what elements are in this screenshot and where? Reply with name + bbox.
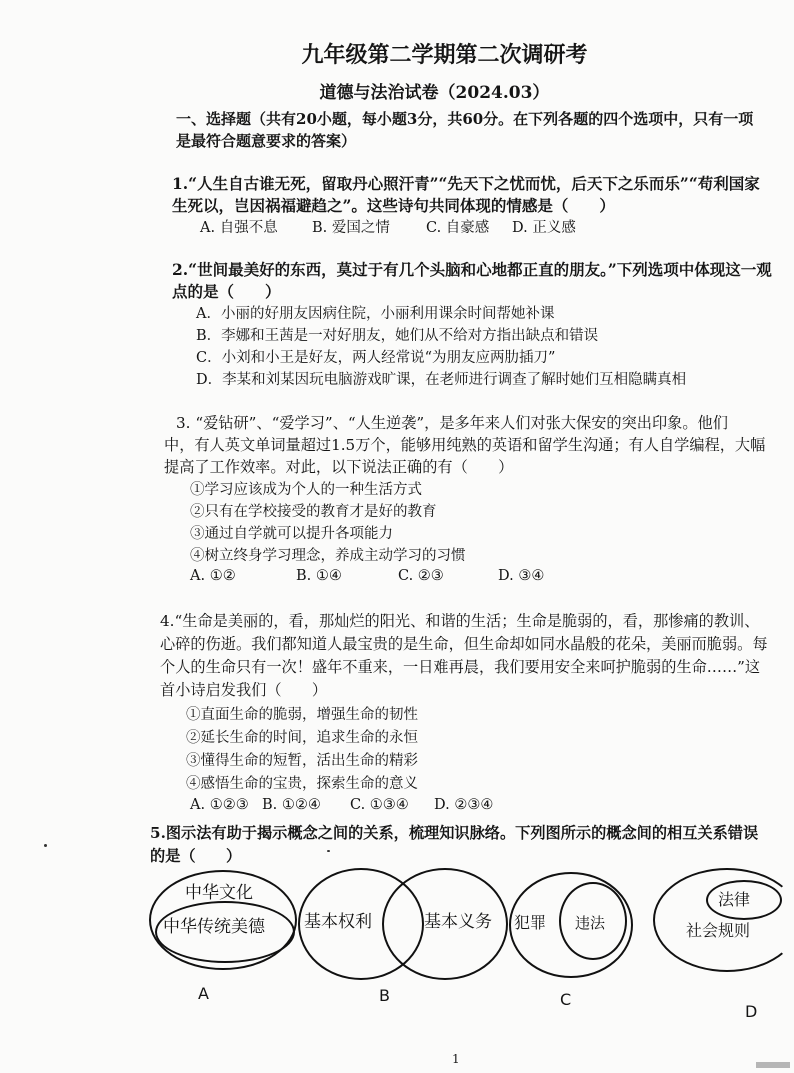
diagram-a-letter: A (198, 984, 209, 1003)
question-3-item-4: ④树立终身学习理念，养成主动学习的习惯 (190, 548, 466, 564)
question-4-option-a: A. ①②③ (190, 797, 249, 813)
diagram-b-right-label: 基本义务 (424, 912, 492, 932)
question-3-stem-cont2: 提高了工作效率。对此，以下说法正确的有（ ） (164, 458, 514, 476)
question-3-option-d: D. ③④ (498, 568, 545, 584)
exam-title: 九年级第二学期第二次调研考 (301, 42, 588, 68)
diagram-b-letter: B (379, 986, 390, 1005)
question-4-stem-cont2: 个人的生命只有一次！盛年不重来，一日难再晨，我们要用安全来呵护脆弱的生命……”这 (160, 658, 761, 676)
question-2-option-a: A．小丽的好朋友因病住院，小丽利用课余时间帮她补课 (196, 306, 555, 322)
question-2-option-d: D．李某和刘某因玩电脑游戏旷课，在老师进行调查了解时她们互相隐瞒真相 (196, 372, 687, 388)
diagram-c-outer-label: 犯罪 (514, 913, 547, 932)
question-5-stem: 5.图示法有助于揭示概念之间的关系，梳理知识脉络。下列图所示的概念间的相互关系错误 (150, 824, 759, 842)
diagram-c-inner-label: 违法 (575, 914, 606, 932)
question-3-option-c: C. ②③ (398, 568, 444, 584)
question-1-stem: 1.“人生自古谁无死，留取丹心照汗青”“先天下之忧而忧，后天下之乐而乐”“苟利国家 (172, 174, 760, 193)
diagram-a-inner-label: 中华传统美德 (163, 917, 265, 937)
question-4-item-3: ③懂得生命的短暂，活出生命的精彩 (186, 753, 418, 769)
question-3-option-b: B. ①④ (296, 568, 342, 584)
question-4-option-b: B. ①②④ (262, 797, 321, 813)
section-heading: 一、选择题（共有20小题，每小题3分，共60分。在下列各题的四个选项中，只有一项 (176, 110, 754, 128)
diagram-a-outer-label: 中华文化 (185, 883, 253, 903)
scan-speck (44, 844, 47, 847)
question-1-stem-cont: 生死以，岂因祸福避趋之”。这些诗句共同体现的情感是（ ） (172, 196, 615, 215)
question-2-stem-cont: 点的是（ ） (172, 282, 281, 301)
question-1-option-b: B. 爱国之情 (312, 220, 390, 236)
question-4-item-1: ①直面生命的脆弱，增强生命的韧性 (186, 707, 418, 723)
question-3-stem-cont: 中，有人英文单词量超过1.5万个，能够用纯熟的英语和留学生沟通；有人自学编程，大幅 (164, 436, 766, 454)
question-4-stem: 4.“生命是美丽的，看，那灿烂的阳光、和谐的生活；生命是脆弱的，看，那惨痛的教训、 (160, 612, 760, 630)
question-4-stem-cont: 心碎的伤逝。我们都知道人最宝贵的是生命，但生命却如同水晶般的花朵，美丽而脆弱。每 (160, 635, 768, 653)
question-3-item-1: ①学习应该成为个人的一种生活方式 (190, 482, 422, 498)
scan-speck (327, 850, 330, 852)
diagram-d-inner-label: 法律 (718, 890, 751, 909)
question-4-item-2: ②延长生命的时间，追求生命的永恒 (186, 730, 418, 746)
question-2-option-b: B．李娜和王茜是一对好朋友，她们从不给对方指出缺点和错误 (196, 328, 599, 344)
diagram-d-outer-label: 社会规则 (686, 921, 751, 940)
page-number: 1 (452, 1052, 460, 1066)
question-4-option-c: C. ①③④ (350, 797, 409, 813)
question-2-option-c: C．小刘和小王是好友，两人经常说“为朋友应两肋插刀” (196, 350, 556, 366)
section-heading-cont: 是最符合题意要求的答案） (176, 132, 357, 150)
question-3-option-a: A. ①② (190, 568, 236, 584)
question-4-stem-cont3: 首小诗启发我们（ ） (160, 681, 328, 699)
question-3-item-3: ③通过自学就可以提升各项能力 (190, 526, 393, 542)
diagram-c-letter: C (560, 990, 572, 1009)
watermark-mark (756, 1062, 790, 1068)
question-5-stem-cont: 的是（ ） (150, 847, 242, 865)
question-3-stem: 3. “爱钻研”、“爱学习”、“人生逆袭”，是多年来人们对张大保安的突出印象。他们 (176, 414, 728, 432)
question-4-item-4: ④感悟生命的宝贵，探索生命的意义 (186, 776, 418, 792)
question-3-item-2: ②只有在学校接受的教育才是好的教育 (190, 504, 437, 520)
exam-subtitle: 道德与法治试卷（2024.03） (319, 83, 550, 103)
question-2-stem: 2.“世间最美好的东西，莫过于有几个头脑和心地都正直的朋友。”下列选项中体现这一观 (172, 260, 772, 279)
diagram-b-left-label: 基本权利 (304, 912, 372, 932)
question-1-option-a: A. 自强不息 (200, 220, 278, 236)
question-4-option-d: D. ②③④ (434, 797, 494, 813)
question-1-option-d: D. 正义感 (512, 220, 576, 236)
question-1-option-c: C. 自豪感 (426, 220, 490, 236)
diagram-d-letter: D (745, 1002, 758, 1021)
